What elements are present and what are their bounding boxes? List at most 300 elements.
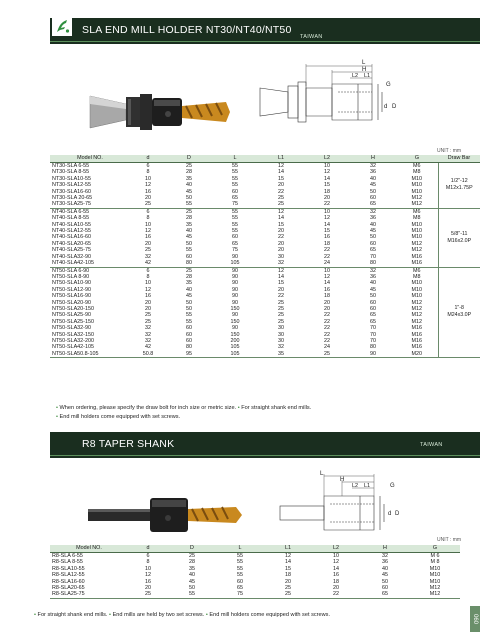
table-cell: 95 xyxy=(166,351,212,358)
table-cell: NT50-SLA32-200 xyxy=(52,337,94,344)
table-cell: NT50-SLA 6-90 xyxy=(52,267,90,274)
notes-r8: • For straight shank end mills. • End mills are held by two set screws. • End mill holders come equipped with set screws. xyxy=(34,612,331,618)
table-cell: NT30-SLA16-60 xyxy=(52,188,91,195)
table-cell: 80 xyxy=(186,344,192,351)
table-cell: 22 xyxy=(324,253,330,260)
table-cell: 55 xyxy=(237,559,243,566)
table-cell: 32 xyxy=(145,331,151,338)
table-cell: 20 xyxy=(145,305,151,312)
table-cell: 12 xyxy=(324,273,330,280)
table-cell: 16 xyxy=(145,293,151,300)
table-cell: 28 xyxy=(186,215,192,222)
table-cell: 25 xyxy=(189,553,195,559)
table-cell: 65 xyxy=(370,312,376,319)
table-cell: M12 xyxy=(411,240,422,247)
table-cell: 42 xyxy=(145,344,151,351)
table-cell: 12 xyxy=(145,572,151,579)
table-cell: 10 xyxy=(145,280,151,287)
table-cell: 90 xyxy=(232,273,238,280)
table-cell: M10 xyxy=(411,175,422,182)
table-cell: 40 xyxy=(382,565,388,572)
table-cell: 50 xyxy=(370,234,376,241)
table-cell: 35 xyxy=(186,175,192,182)
table-cell: 55 xyxy=(232,221,238,228)
table-cell: 18 xyxy=(285,572,291,579)
table-cell: 25 xyxy=(278,312,284,319)
table-cell: 15 xyxy=(278,280,284,287)
drawbar-metric: M16x2.0P xyxy=(447,237,472,244)
table-cell: 105 xyxy=(212,351,258,358)
table-cell: NT50-SLA20-90 xyxy=(52,299,91,306)
table-cell: 45 xyxy=(186,234,192,241)
table-cell: NT40-SLA42-105 xyxy=(50,260,130,267)
table-cell: 50 xyxy=(370,188,376,195)
table-cell: 12 xyxy=(145,286,151,293)
table-cell: 20 xyxy=(285,578,291,585)
table-cell: NT50-SLA42-105 xyxy=(52,344,94,351)
table-cell: 90 xyxy=(232,253,238,260)
table-cell: 55 xyxy=(186,318,192,325)
dim-L: L xyxy=(362,60,366,66)
table-cell: 65 xyxy=(237,585,243,592)
table-cell: M6 xyxy=(413,208,421,215)
table-cell: 45 xyxy=(370,182,376,189)
table-cell: 65 xyxy=(370,318,376,325)
table-cell: 60 xyxy=(186,331,192,338)
table-cell: 65 xyxy=(350,201,396,208)
table-cell: 90 xyxy=(232,267,238,274)
table-cell: 12 xyxy=(278,163,284,169)
spec-table-r8 xyxy=(50,545,460,599)
table-cell: M6 xyxy=(413,163,421,169)
table-cell: 14 xyxy=(278,169,284,176)
table-cell: 105 xyxy=(230,344,240,351)
table-cell: 60 xyxy=(370,299,376,306)
r8-holder-drawing xyxy=(276,470,426,540)
table-cell: NT30-SLA25-75 xyxy=(50,201,130,208)
table-cell: 55 xyxy=(186,312,192,319)
table-cell: 60 xyxy=(237,578,243,585)
table-cell: 150 xyxy=(230,318,240,325)
table-cell: 12 xyxy=(285,553,291,559)
table-cell: 55 xyxy=(232,228,238,235)
nt-holder-photo xyxy=(88,78,238,146)
table-cell: 80 xyxy=(166,260,212,267)
table-cell: M10 xyxy=(411,280,422,287)
table-cell: 22 xyxy=(324,312,330,319)
table-row xyxy=(50,553,460,560)
table-cell: 32 xyxy=(145,337,151,344)
table-cell: 45 xyxy=(189,578,195,585)
table-cell: 35 xyxy=(186,280,192,287)
table-cell: 18 xyxy=(324,188,330,195)
table-cell: 8 xyxy=(146,273,150,280)
drawbar-cell xyxy=(438,267,480,358)
column-header: G xyxy=(410,545,460,553)
table-cell: 50 xyxy=(186,299,192,306)
table-cell: 32 xyxy=(370,208,376,215)
table-cell: 40 xyxy=(186,286,192,293)
table-cell: NT50-SLA32-150 xyxy=(52,331,94,338)
table-cell: 150 xyxy=(230,331,240,338)
table-cell: NT30-SLA 20-65 xyxy=(52,195,93,202)
table-cell: 80 xyxy=(350,260,396,267)
table-cell: 60 xyxy=(370,240,376,247)
table-cell: 90 xyxy=(232,325,238,332)
table-cell: R8-SLA 6-55 xyxy=(52,553,83,559)
table-cell: 25 xyxy=(278,318,284,325)
table-cell: NT40-SLA 6-55 xyxy=(52,208,90,215)
dim-L2: L2 xyxy=(352,73,359,79)
column-header: D xyxy=(166,155,212,163)
table-cell: 32 xyxy=(145,253,151,260)
table-cell: M8 xyxy=(413,169,421,176)
dim-L1: L1 xyxy=(364,73,371,79)
table-cell: 10 xyxy=(324,208,330,215)
table-cell: M10 xyxy=(411,286,422,293)
table-cell: M16 xyxy=(411,331,422,338)
table-cell: NT40-SLA 8-55 xyxy=(52,215,90,222)
table-cell: 50 xyxy=(382,578,388,585)
column-header: d xyxy=(130,155,166,163)
table-cell: M6 xyxy=(413,267,421,274)
table-cell: NT50-SLA25-90 xyxy=(52,312,91,319)
table-cell: 30 xyxy=(278,253,284,260)
table-row xyxy=(50,591,460,598)
table-cell: 30 xyxy=(278,337,284,344)
table-cell: 22 xyxy=(324,337,330,344)
table-cell: 70 xyxy=(370,331,376,338)
table-cell: M10 xyxy=(411,188,422,195)
table-cell: NT40-SLA10-55 xyxy=(52,221,91,228)
dim-d: d xyxy=(384,104,388,110)
table-cell: 36 xyxy=(370,273,376,280)
table-cell: 6 xyxy=(146,163,150,169)
table-cell: 10 xyxy=(324,267,330,274)
table-cell: 35 xyxy=(186,221,192,228)
table-cell: 25 xyxy=(278,195,284,202)
table-cell: M8 xyxy=(413,273,421,280)
table-cell: 70 xyxy=(370,325,376,332)
column-header: d xyxy=(128,545,168,553)
table-cell: 14 xyxy=(333,565,339,572)
table-cell: 20 xyxy=(278,247,284,254)
table-cell: 18 xyxy=(333,578,339,585)
table-cell: NT50-SLA32-90 xyxy=(52,325,91,332)
table-cell: 18 xyxy=(324,240,330,247)
table-cell: 40 xyxy=(370,280,376,287)
column-header: L xyxy=(216,545,264,553)
table-cell: M12 xyxy=(411,247,422,254)
table-cell: NT40-SLA20-65 xyxy=(52,240,91,247)
table-cell: 25 xyxy=(145,247,151,254)
table-cell: 30 xyxy=(278,331,284,338)
table-cell: 25 xyxy=(278,299,284,306)
table-cell: M10 xyxy=(429,578,441,585)
table-cell: 50 xyxy=(370,293,376,300)
table-cell: R8-SLA20-65 xyxy=(52,585,85,592)
table-cell: 22 xyxy=(278,293,284,300)
table-cell: 20 xyxy=(324,305,330,312)
table-cell: 16 xyxy=(333,572,339,579)
table-cell: NT40-SLA32-90 xyxy=(52,253,91,260)
table-cell: 25 xyxy=(258,201,304,208)
table-cell: 12 xyxy=(278,208,284,215)
table-cell: 65 xyxy=(360,591,410,598)
table-cell: M10 xyxy=(411,221,422,228)
table-cell: 90 xyxy=(232,286,238,293)
table-cell: M12 xyxy=(411,318,422,325)
table-cell: 28 xyxy=(189,559,195,566)
table-cell: 10 xyxy=(145,175,151,182)
table-cell: 90 xyxy=(232,293,238,300)
table-cell: 14 xyxy=(285,559,291,566)
drawbar-metric: M24x3.0P xyxy=(447,312,472,319)
table-cell: 10 xyxy=(145,565,151,572)
table-cell: 36 xyxy=(370,215,376,222)
brand-logo-icon xyxy=(52,16,72,36)
table-cell: 40 xyxy=(186,182,192,189)
table-cell: 20 xyxy=(278,182,284,189)
table-cell: M 8 xyxy=(430,559,440,566)
table-cell: 36 xyxy=(370,169,376,176)
table-cell: M12 xyxy=(429,585,441,592)
table-cell: NT30-SLA12-55 xyxy=(52,182,91,189)
table-cell: 16 xyxy=(145,578,151,585)
table-cell: 55 xyxy=(232,169,238,176)
table-cell: M12 xyxy=(396,201,438,208)
table-cell: 45 xyxy=(370,228,376,235)
table-cell: 14 xyxy=(278,215,284,222)
unit-label-2: UNIT : mm xyxy=(437,537,462,543)
table-row xyxy=(50,267,480,274)
table-cell: 20 xyxy=(333,585,339,592)
table-cell: 55 xyxy=(168,591,216,598)
table-cell: 50 xyxy=(186,305,192,312)
column-header: Draw Bar xyxy=(438,155,480,163)
table-cell: NT40-SLA25-75 xyxy=(52,247,91,254)
table-cell: 12 xyxy=(324,215,330,222)
column-header: L2 xyxy=(312,545,360,553)
table-cell: 8 xyxy=(146,559,150,566)
table-cell: 32 xyxy=(278,344,284,351)
origin-label: TAIWAN xyxy=(420,442,443,448)
table-row xyxy=(50,351,480,358)
table-cell: 90 xyxy=(232,299,238,306)
table-cell: 15 xyxy=(278,221,284,228)
table-cell: 32 xyxy=(258,260,304,267)
table-cell: 35 xyxy=(189,565,195,572)
table-cell: 42 xyxy=(130,260,166,267)
table-cell: 30 xyxy=(278,325,284,332)
table-cell: 40 xyxy=(189,572,195,579)
table-cell: 25 xyxy=(186,267,192,274)
table-cell: 22 xyxy=(312,591,360,598)
table-cell: M10 xyxy=(411,228,422,235)
dim-L2: L2 xyxy=(352,483,359,489)
table-cell: 60 xyxy=(232,188,238,195)
table-cell: M10 xyxy=(429,572,441,579)
dim-H: H xyxy=(362,67,367,73)
column-header: L xyxy=(212,155,258,163)
table-cell: NT50-SLA50.8-105 xyxy=(50,351,130,358)
table-cell: 20 xyxy=(145,195,151,202)
table-cell: NT40-SLA12-55 xyxy=(52,228,91,235)
origin-label: TAIWAN xyxy=(300,34,323,40)
table-cell: 60 xyxy=(232,234,238,241)
table-cell: 60 xyxy=(186,325,192,332)
table-cell: 22 xyxy=(324,318,330,325)
table-cell: 55 xyxy=(232,175,238,182)
table-cell: M10 xyxy=(411,182,422,189)
table-cell: M8 xyxy=(413,215,421,222)
table-cell: 65 xyxy=(232,240,238,247)
table-cell: NT30-SLA 8-55 xyxy=(52,169,90,176)
drawbar-inch: 5/8"-11 xyxy=(450,230,468,237)
table-cell: 65 xyxy=(232,195,238,202)
table-cell: 12 xyxy=(145,182,151,189)
table-cell: 14 xyxy=(324,175,330,182)
table-cell: 75 xyxy=(232,247,238,254)
table-cell: NT50-SLA10-90 xyxy=(52,280,91,287)
table-row xyxy=(50,208,480,215)
table-row xyxy=(50,260,480,267)
table-cell: 90 xyxy=(350,351,396,358)
table-cell: 60 xyxy=(186,337,192,344)
dim-G: G xyxy=(386,82,391,88)
table-cell: 50 xyxy=(186,240,192,247)
table-cell: 14 xyxy=(324,280,330,287)
table-cell: 15 xyxy=(324,228,330,235)
table-cell: 60 xyxy=(370,195,376,202)
table-cell: 24 xyxy=(304,260,350,267)
table-cell: 28 xyxy=(186,169,192,176)
table-cell: 14 xyxy=(278,273,284,280)
table-cell: 75 xyxy=(216,591,264,598)
table-cell: 25 xyxy=(304,351,350,358)
note-item: End mill holders come equipped with set screws. xyxy=(59,414,181,420)
table-cell: M10 xyxy=(411,234,422,241)
drawbar-inch: 1/2"-12 xyxy=(450,178,468,185)
table-cell: 70 xyxy=(370,253,376,260)
table-cell: NT30-SLA 6-55 xyxy=(52,163,90,169)
dim-H: H xyxy=(340,477,345,483)
table-row xyxy=(50,163,480,170)
table-cell: M10 xyxy=(429,565,441,572)
table-cell: M12 xyxy=(411,312,422,319)
column-header: Model NO. xyxy=(50,155,130,163)
table-cell: 45 xyxy=(382,572,388,579)
table-cell: 60 xyxy=(370,305,376,312)
table-cell: 80 xyxy=(370,344,376,351)
column-header: G xyxy=(396,155,438,163)
table-cell: NT50-SLA 8-90 xyxy=(52,273,90,280)
table-cell: 20 xyxy=(278,286,284,293)
section-header-r8 xyxy=(50,432,480,458)
unit-label-1: UNIT : mm xyxy=(437,148,462,154)
table-cell: M 6 xyxy=(430,553,440,559)
table-cell: 50 xyxy=(189,585,195,592)
drawbar-inch: 1"-8 xyxy=(454,305,465,312)
note-item: For straight shank end mills. xyxy=(241,405,312,411)
column-header: H xyxy=(350,155,396,163)
note-item: End mills are held by two set screws. xyxy=(112,612,205,618)
table-cell: 6 xyxy=(146,553,150,559)
table-cell: 90 xyxy=(232,312,238,319)
table-cell: 10 xyxy=(324,163,330,169)
table-cell: 45 xyxy=(186,188,192,195)
table-cell: R8-SLA10-55 xyxy=(52,565,85,572)
table-cell: 22 xyxy=(324,331,330,338)
table-cell: 22 xyxy=(278,188,284,195)
table-cell: 40 xyxy=(186,228,192,235)
table-cell: 32 xyxy=(145,325,151,332)
table-cell: 35 xyxy=(258,351,304,358)
table-cell: NT50-SLA16-90 xyxy=(52,293,91,300)
table-row xyxy=(50,201,480,208)
table-cell: 55 xyxy=(232,163,238,169)
table-cell: R8-SLA25-75 xyxy=(50,591,128,598)
r8-holder-photo xyxy=(86,494,246,536)
spec-table-nt xyxy=(50,155,480,358)
table-cell: 20 xyxy=(324,195,330,202)
table-cell: M12 xyxy=(410,591,460,598)
table-cell: 25 xyxy=(145,318,151,325)
table-cell: 150 xyxy=(230,305,240,312)
table-cell: 60 xyxy=(186,253,192,260)
table-cell: 16 xyxy=(145,234,151,241)
table-cell: M12 xyxy=(411,305,422,312)
column-header: L1 xyxy=(264,545,312,553)
table-cell: NT40-SLA16-60 xyxy=(52,234,91,241)
table-cell: 25 xyxy=(145,312,151,319)
column-header: H xyxy=(360,545,410,553)
table-cell: 16 xyxy=(324,286,330,293)
table-cell: 18 xyxy=(324,293,330,300)
table-cell: 15 xyxy=(324,182,330,189)
table-cell: 25 xyxy=(186,163,192,169)
table-cell: 22 xyxy=(304,201,350,208)
table-cell: 20 xyxy=(278,228,284,235)
header-stripe xyxy=(50,41,480,42)
table-cell: 40 xyxy=(370,175,376,182)
table-cell: 22 xyxy=(324,325,330,332)
table-cell: 20 xyxy=(145,240,151,247)
table-cell: 25 xyxy=(278,305,284,312)
table-cell: 20 xyxy=(324,299,330,306)
table-cell: 8 xyxy=(146,169,150,176)
column-header: L1 xyxy=(258,155,304,163)
drawbar-metric: M12x1.75P xyxy=(445,185,473,192)
table-cell: 25 xyxy=(130,201,166,208)
note-item: End mill holders come equipped with set screws. xyxy=(209,612,331,618)
table-cell: 45 xyxy=(186,293,192,300)
table-cell: 8 xyxy=(146,215,150,222)
page-number: 060 xyxy=(470,606,480,632)
table-cell: 32 xyxy=(382,553,388,559)
table-cell: 32 xyxy=(370,267,376,274)
dim-d: d xyxy=(388,511,392,517)
dim-L1: L1 xyxy=(364,483,371,489)
table-cell: 10 xyxy=(145,221,151,228)
table-cell: NT50-SLA20-150 xyxy=(52,305,94,312)
table-cell: M16 xyxy=(411,253,422,260)
table-cell: 15 xyxy=(278,175,284,182)
table-cell: 55 xyxy=(237,565,243,572)
table-cell: R8-SLA16-60 xyxy=(52,578,85,585)
table-cell: 25 xyxy=(264,591,312,598)
table-cell: 22 xyxy=(278,234,284,241)
